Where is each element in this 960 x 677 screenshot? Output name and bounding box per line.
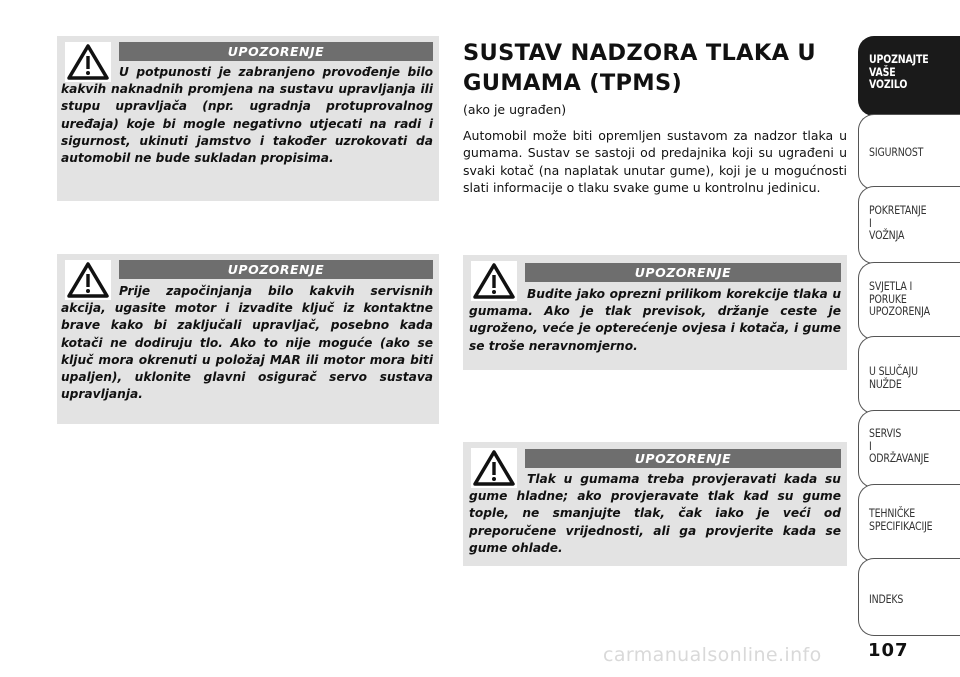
tab-label: U SLUČAJU NUŽDE: [869, 364, 918, 391]
watermark: carmanualsonline.info: [603, 644, 822, 666]
section-body: Automobil može biti opremljen sustavom za nadzor tlaka u gumama. Sustav se sastoji od predajnika koji su ugrađeni u svaki kotač (na naplatak unutar gume), koji je u mogućnosti slati informacije o tlaku svake gume u kontrolnu jedinicu.: [463, 128, 847, 195]
warning-heading: UPOZORENJE: [525, 263, 841, 282]
section-title: SUSTAV NADZORA TLAKA U GUMAMA (TPMS): [463, 40, 816, 96]
warning-text: U potpunosti je zabranjeno provođenje bilo kakvih naknadnih promjena na sustavu upravljanja ili stupu upravljača (npr. ugradnja protuprovalnog uređaja) koje bi mogle negativno utjecati na radi i sigurnost, ukinuti jamstvo i također uzrokovati da automobil ne bude sukladan propisima.: [61, 65, 433, 166]
tab-label: SIGURNOST: [869, 145, 924, 159]
warning-text: Prije započinjanja bilo kakvih servisnih akcija, ugasite motor i izvadite ključ iz kontaktne brave kako bi zaključali upravljač, posebno kada kotači ne dodiruju tlo. Ako to nije moguće (ako se ključ mora okrenuti u položaj MAR ili motor mora biti upaljen), uklonite glavni osigurač servo sustava upravljanja.: [61, 284, 433, 402]
tab-label: INDEKS: [869, 592, 904, 606]
warning-heading: UPOZORENJE: [525, 449, 841, 468]
tab-label: UPOZNAJTE VAŠE VOZILO: [869, 52, 929, 91]
tab-indeks[interactable]: [858, 558, 960, 636]
tab-u-slucaju-nuzde[interactable]: [858, 336, 960, 414]
tab-label: SERVIS I ODRŽAVANJE: [869, 426, 930, 465]
tab-servis-i-odrzavanje[interactable]: [858, 410, 960, 488]
warning-box-servicing: [57, 254, 439, 424]
warning-box-steering-modification: [57, 36, 439, 201]
tab-label: TEHNIČKE SPECIFIKACIJE: [869, 506, 933, 533]
tab-svjetla-i-poruke[interactable]: [858, 262, 960, 340]
tab-label: POKRETANJE I VOŽNJA: [869, 203, 927, 242]
warning-box-pressure-correction: [463, 255, 847, 370]
warning-heading: UPOZORENJE: [119, 260, 433, 279]
warning-box-cold-tyres: [463, 442, 847, 566]
page-number: 107: [868, 640, 909, 661]
warning-text: Budite jako oprezni prilikom korekcije tlaka u gumama. Ako je tlak previsok, držanje ceste je ugroženo, veće je opterećenje ovjesa i kotača, i gume se troše neravnomjerno.: [469, 287, 841, 353]
tab-sigurnost[interactable]: [858, 114, 960, 190]
tab-label: SVJETLA I PORUKE UPOZORENJA: [869, 279, 930, 318]
tab-upoznajte-vase-vozilo[interactable]: [858, 36, 960, 116]
warning-heading: UPOZORENJE: [119, 42, 433, 61]
section-subtitle: (ako je ugrađen): [463, 102, 567, 117]
tab-pokretanje-i-voznja[interactable]: [858, 186, 960, 264]
tab-tehnicke-specifikacije[interactable]: [858, 484, 960, 562]
warning-text: Tlak u gumama treba provjeravati kada su gume hladne; ako provjeravate tlak kad su gume tople, ne smanjujte tlak, čak iako je veći od preporučene vrijednosti, ali ga provjerite kada se gume ohlade.: [469, 472, 841, 555]
